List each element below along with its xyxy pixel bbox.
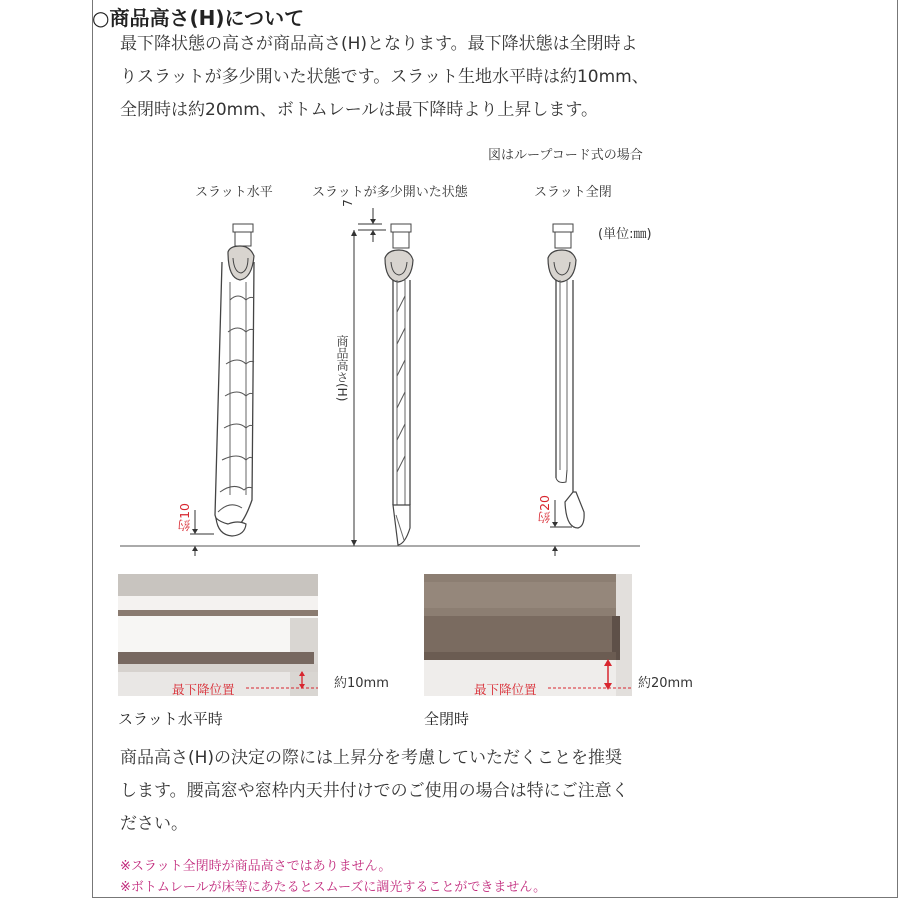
blind-horizontal bbox=[215, 224, 254, 536]
unit-label: (単位:㎜) bbox=[598, 227, 652, 242]
outro-line-3: ださい。 bbox=[120, 814, 188, 834]
intro-line-2: りスラットが多少開いた状態です。スラット生地水平時は約10mm、 bbox=[120, 67, 649, 87]
photo-left-mm-label: 約10mm bbox=[334, 676, 389, 691]
blind-closed bbox=[548, 224, 584, 528]
label-slat-closed: スラット全閉 bbox=[534, 185, 612, 200]
blind-partial bbox=[385, 224, 413, 545]
diagram-note: 図はループコード式の場合 bbox=[488, 148, 643, 163]
photo-left-caption: スラット水平時 bbox=[118, 710, 223, 728]
label-slat-horizontal: スラット水平 bbox=[195, 185, 273, 200]
dim-10-label: 約10 bbox=[177, 503, 192, 532]
outro-line-1: 商品高さ(H)の決定の際には上昇分を考慮していただくことを推奨 bbox=[120, 748, 623, 768]
intro-line-3: 全閉時は約20mm、ボトムレールは最下降時より上昇します。 bbox=[120, 100, 599, 120]
dim-7-label: 7 bbox=[340, 199, 355, 207]
label-slat-partial: スラットが多少開いた状態 bbox=[312, 185, 468, 200]
photo-slat-horizontal bbox=[118, 574, 318, 696]
photo-right-red-label: 最下降位置 bbox=[474, 682, 537, 697]
height-label: 商品高さ(H) bbox=[335, 335, 349, 402]
photo-right-mm-label: 約20mm bbox=[638, 676, 693, 691]
photo-fully-closed bbox=[424, 574, 632, 696]
section-title: ○商品高さ(H)について bbox=[92, 6, 305, 30]
intro-line-1: 最下降状態の高さが商品高さ(H)となります。最下降状態は全閉時よ bbox=[120, 34, 638, 54]
photo-left-red-label: 最下降位置 bbox=[172, 682, 235, 697]
note-2: ※ボトムレールが床等にあたるとスムーズに調光することができません。 bbox=[120, 880, 547, 895]
photo-right-caption: 全閉時 bbox=[424, 710, 470, 728]
note-1: ※スラット全閉時が商品高さではありません。 bbox=[120, 859, 392, 874]
outro-line-2: します。腰高窓や窓枠内天井付けでのご使用の場合は特にご注意く bbox=[120, 781, 629, 801]
dim-20-label: 約20 bbox=[537, 495, 552, 524]
